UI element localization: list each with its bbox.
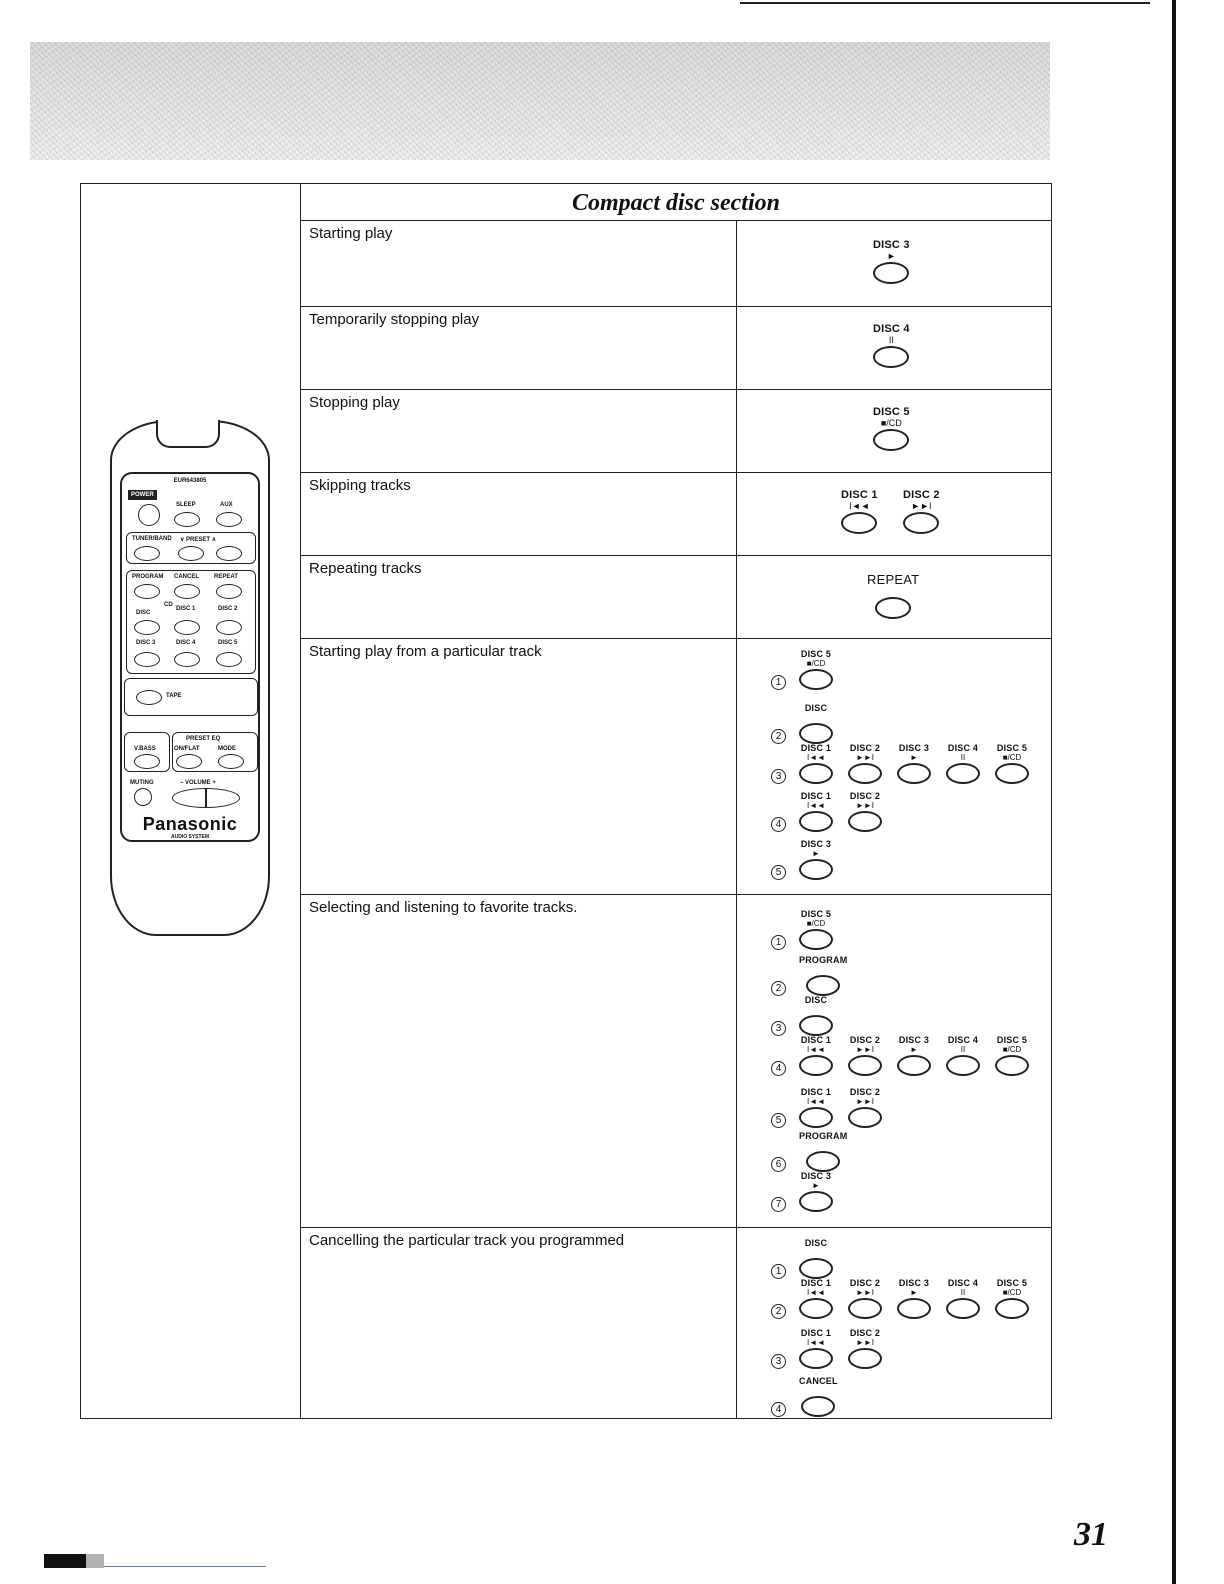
remote-vbass-label: V.BASS <box>134 746 156 752</box>
remote-disc5-button <box>216 652 242 667</box>
step-button <box>848 1035 882 1076</box>
row-description: Starting play from a particular track <box>301 639 737 894</box>
stop-icon: ■/CD <box>880 418 902 428</box>
remote-cancel-label: CANCEL <box>174 574 199 580</box>
row-play-particular-track <box>301 639 1051 895</box>
step-button <box>799 1035 833 1076</box>
step-number: 2 <box>771 1304 786 1319</box>
step-number: 2 <box>771 981 786 996</box>
button-symbol: ►►I <box>855 801 875 810</box>
button-label: DISC 1 <box>841 489 878 501</box>
button-oval <box>799 763 833 784</box>
step-button <box>848 791 882 832</box>
step-button <box>848 1087 882 1128</box>
button-label: DISC 1 <box>800 743 832 753</box>
remote-disc1-label: DISC 1 <box>176 606 196 612</box>
step-number: 5 <box>771 1113 786 1128</box>
button-label: DISC <box>804 703 828 713</box>
step-button <box>799 1238 833 1279</box>
row-description: Skipping tracks <box>301 473 737 555</box>
step-button <box>897 1278 931 1319</box>
button-oval <box>806 975 840 996</box>
button-oval <box>799 1191 833 1212</box>
step-button <box>799 649 833 690</box>
remote-vbass-button <box>134 754 160 769</box>
button-symbol: I◄◄ <box>806 1338 826 1347</box>
remote-model: EUR643805 <box>173 478 207 484</box>
button-symbol: I◄◄ <box>806 801 826 810</box>
step-number: 4 <box>771 817 786 832</box>
button-oval <box>873 262 909 284</box>
row-description: Cancelling the particular track you programmed <box>301 1228 737 1418</box>
button-label: DISC 3 <box>800 1171 832 1181</box>
remote-mode-button <box>218 754 244 769</box>
button-oval <box>806 1151 840 1172</box>
row-repeat <box>301 556 1051 639</box>
header-band <box>0 0 1224 170</box>
button-label: DISC 2 <box>849 1087 881 1097</box>
row-skip <box>301 473 1051 556</box>
disc5-stop-button <box>873 406 910 451</box>
remote-muting-label: MUTING <box>130 780 154 786</box>
remote-repeat-button <box>216 584 242 599</box>
button-symbol: ■/CD <box>1002 1045 1022 1054</box>
step-number: 3 <box>771 1354 786 1369</box>
remote-notch <box>156 420 220 448</box>
button-label: DISC 3 <box>800 839 832 849</box>
button-symbol: I◄◄ <box>806 1045 826 1054</box>
button-label: DISC 4 <box>947 1035 979 1045</box>
remote-brand: Panasonic <box>142 814 238 834</box>
step-button <box>848 1328 882 1369</box>
step-number: 1 <box>771 935 786 950</box>
button-label: DISC 5 <box>996 1035 1028 1045</box>
remote-preset-down-button <box>178 546 204 561</box>
button-label: DISC 3 <box>898 1035 930 1045</box>
remote-panel <box>120 472 260 842</box>
button-label: DISC 5 <box>873 406 910 418</box>
step-number: 7 <box>771 1197 786 1212</box>
button-label: DISC 4 <box>873 323 910 335</box>
button-label: DISC <box>804 1238 828 1248</box>
corner-line <box>104 1566 266 1567</box>
step-button <box>799 743 833 784</box>
button-label: DISC 3 <box>898 1278 930 1288</box>
button-symbol: I◄◄ <box>806 1097 826 1106</box>
remote-power-button <box>138 504 160 526</box>
button-oval <box>995 1055 1029 1076</box>
remote-disc5-label: DISC 5 <box>218 640 238 646</box>
button-label: PROGRAM <box>799 955 848 965</box>
button-symbol: ► <box>910 753 918 762</box>
button-label: DISC 1 <box>800 1087 832 1097</box>
disc4-pause-button <box>873 323 910 368</box>
remote-control-illustration <box>110 420 270 936</box>
button-label: DISC 5 <box>800 649 832 659</box>
step-button <box>995 1035 1029 1076</box>
remote-muting-button <box>134 788 152 806</box>
button-oval <box>897 1055 931 1076</box>
row-diagram <box>737 473 1051 555</box>
remote-cancel-button <box>174 584 200 599</box>
header-texture <box>30 42 1050 160</box>
step-button <box>995 1278 1029 1319</box>
button-oval <box>848 811 882 832</box>
row-diagram <box>737 556 1051 638</box>
step-number: 3 <box>771 769 786 784</box>
step-button <box>799 955 847 996</box>
step-number: 1 <box>771 1264 786 1279</box>
section-title: Compact disc section <box>301 184 1051 221</box>
button-oval <box>848 1348 882 1369</box>
page-number: 31 <box>1074 1516 1108 1553</box>
row-description: Temporarily stopping play <box>301 307 737 389</box>
step-number: 1 <box>771 675 786 690</box>
row-diagram <box>737 307 1051 389</box>
step-button <box>848 1278 882 1319</box>
button-label: DISC 1 <box>800 1278 832 1288</box>
button-label: PROGRAM <box>799 1131 848 1141</box>
step-number: 3 <box>771 1021 786 1036</box>
remote-preset-eq-label: PRESET EQ <box>186 736 221 742</box>
button-oval <box>873 346 909 368</box>
button-oval <box>799 1055 833 1076</box>
row-diagram <box>737 895 1051 1227</box>
remote-repeat-label: REPEAT <box>214 574 238 580</box>
button-oval <box>897 1298 931 1319</box>
button-symbol: ►►I <box>855 1288 875 1297</box>
button-symbol: II <box>960 1045 966 1054</box>
button-label: DISC 2 <box>849 1328 881 1338</box>
button-oval <box>799 1348 833 1369</box>
row-description: Repeating tracks <box>301 556 737 638</box>
row-diagram <box>737 639 1051 894</box>
remote-tuner-label: TUNER/BAND <box>132 536 172 542</box>
button-symbol: ►►I <box>855 753 875 762</box>
button-label: DISC 5 <box>996 743 1028 753</box>
row-program-favorites <box>301 895 1051 1228</box>
button-label: DISC 1 <box>800 791 832 801</box>
button-symbol: II <box>960 1288 966 1297</box>
remote-tuner-button <box>134 546 160 561</box>
button-oval <box>799 1298 833 1319</box>
step-number: 6 <box>771 1157 786 1172</box>
remote-onflat-button <box>176 754 202 769</box>
remote-aux-button <box>216 512 242 527</box>
button-symbol: ■/CD <box>1002 753 1022 762</box>
button-symbol: ► <box>910 1045 918 1054</box>
play-icon: ► <box>886 251 896 261</box>
button-label: DISC 1 <box>800 1328 832 1338</box>
row-description: Stopping play <box>301 390 737 472</box>
step-button <box>848 743 882 784</box>
step-button <box>799 1376 838 1417</box>
button-label: DISC 4 <box>947 743 979 753</box>
button-oval <box>903 512 939 534</box>
step-number: 4 <box>771 1402 786 1417</box>
button-oval <box>848 1298 882 1319</box>
step-button <box>799 1278 833 1319</box>
button-symbol: I◄◄ <box>806 1288 826 1297</box>
button-oval <box>801 1396 835 1417</box>
repeat-button <box>867 574 919 619</box>
skip-forward-icon: ►►I <box>911 501 932 511</box>
step-button <box>799 995 833 1036</box>
row-description: Selecting and listening to favorite tracks. <box>301 895 737 1227</box>
button-label: DISC 2 <box>849 743 881 753</box>
button-symbol: ■/CD <box>1002 1288 1022 1297</box>
button-oval <box>799 1015 833 1036</box>
remote-cd-label: CD <box>164 602 173 608</box>
button-oval <box>799 723 833 744</box>
remote-disc1-button <box>174 620 200 635</box>
button-oval <box>875 597 911 619</box>
remote-program-button <box>134 584 160 599</box>
disc3-play-button <box>873 239 910 284</box>
row-starting-play <box>301 221 1051 307</box>
step-button <box>995 743 1029 784</box>
step-number: 2 <box>771 729 786 744</box>
step-button <box>897 743 931 784</box>
step-button <box>799 791 833 832</box>
button-label: DISC 4 <box>947 1278 979 1288</box>
row-diagram <box>737 1228 1051 1418</box>
remote-disc2-label: DISC 2 <box>218 606 238 612</box>
step-button <box>799 1328 833 1369</box>
button-label: CANCEL <box>799 1376 838 1386</box>
button-symbol: ► <box>812 849 820 858</box>
step-number: 5 <box>771 865 786 880</box>
button-symbol: ►►I <box>855 1097 875 1106</box>
button-oval <box>897 763 931 784</box>
button-symbol: ►►I <box>855 1045 875 1054</box>
button-label: REPEAT <box>867 572 920 587</box>
remote-disc-label: DISC <box>136 610 151 616</box>
button-label: DISC 3 <box>898 743 930 753</box>
button-label: DISC 5 <box>996 1278 1028 1288</box>
button-oval <box>995 1298 1029 1319</box>
button-symbol: ■/CD <box>806 659 826 668</box>
button-oval <box>995 763 1029 784</box>
step-button <box>799 1087 833 1128</box>
button-oval <box>799 669 833 690</box>
button-label: DISC 2 <box>903 489 940 501</box>
row-pause <box>301 307 1051 390</box>
button-label: DISC <box>804 995 828 1005</box>
row-diagram <box>737 390 1051 472</box>
remote-onflat-label: ON/FLAT <box>174 746 200 752</box>
button-oval <box>841 512 877 534</box>
button-oval <box>946 1055 980 1076</box>
remote-subtitle: AUDIO SYSTEM <box>170 834 210 840</box>
button-label: DISC 3 <box>873 239 910 251</box>
remote-tape-button <box>136 690 162 705</box>
remote-preset-label: ∨ PRESET ∧ <box>180 537 217 543</box>
button-symbol: ► <box>812 1181 820 1190</box>
step-button <box>946 1035 980 1076</box>
step-button <box>799 839 833 880</box>
corner-mark <box>44 1554 104 1568</box>
button-oval <box>799 1258 833 1279</box>
step-button <box>799 703 833 744</box>
disc2-skip-forward-button <box>903 489 940 534</box>
page-edge-rule <box>1172 0 1176 1584</box>
step-button <box>799 1131 847 1172</box>
button-oval <box>946 763 980 784</box>
remote-volume-label: – VOLUME + <box>180 780 216 786</box>
disc1-skip-back-button <box>841 489 878 534</box>
button-symbol: II <box>960 753 966 762</box>
row-diagram <box>737 221 1051 306</box>
compact-disc-table <box>301 184 1051 1418</box>
pause-icon: II <box>888 335 894 345</box>
row-cancel-program <box>301 1228 1051 1418</box>
step-number: 4 <box>771 1061 786 1076</box>
button-oval <box>848 1055 882 1076</box>
button-label: DISC 2 <box>849 1278 881 1288</box>
row-stop <box>301 390 1051 473</box>
remote-sleep-label: SLEEP <box>176 502 196 508</box>
button-symbol: I◄◄ <box>806 753 826 762</box>
button-label: DISC 2 <box>849 791 881 801</box>
remote-sleep-button <box>174 512 200 527</box>
remote-disc3-button <box>134 652 160 667</box>
top-rule <box>740 2 1150 4</box>
remote-disc4-label: DISC 4 <box>176 640 196 646</box>
row-description: Starting play <box>301 221 737 306</box>
step-button <box>799 1171 833 1212</box>
remote-disc3-label: DISC 3 <box>136 640 156 646</box>
button-label: DISC 1 <box>800 1035 832 1045</box>
remote-disc2-button <box>216 620 242 635</box>
step-button <box>799 909 833 950</box>
button-label: DISC 5 <box>800 909 832 919</box>
remote-program-label: PROGRAM <box>132 574 164 580</box>
button-label: DISC 2 <box>849 1035 881 1045</box>
step-button <box>946 743 980 784</box>
remote-mode-label: MODE <box>218 746 236 752</box>
remote-preset-up-button <box>216 546 242 561</box>
step-button <box>897 1035 931 1076</box>
remote-disc4-button <box>174 652 200 667</box>
button-symbol: ►►I <box>855 1338 875 1347</box>
remote-disc-button <box>134 620 160 635</box>
remote-tape-label: TAPE <box>166 693 182 699</box>
skip-back-icon: I◄◄ <box>849 501 870 511</box>
button-oval <box>946 1298 980 1319</box>
button-symbol: ■/CD <box>806 919 826 928</box>
button-symbol: ► <box>910 1288 918 1297</box>
button-oval <box>848 1107 882 1128</box>
button-oval <box>848 763 882 784</box>
remote-volume-divider <box>205 788 207 808</box>
step-button <box>946 1278 980 1319</box>
button-oval <box>799 859 833 880</box>
button-oval <box>799 1107 833 1128</box>
remote-power-label: POWER <box>128 490 157 500</box>
button-oval <box>799 811 833 832</box>
button-oval <box>873 429 909 451</box>
remote-aux-label: AUX <box>220 502 233 508</box>
button-oval <box>799 929 833 950</box>
